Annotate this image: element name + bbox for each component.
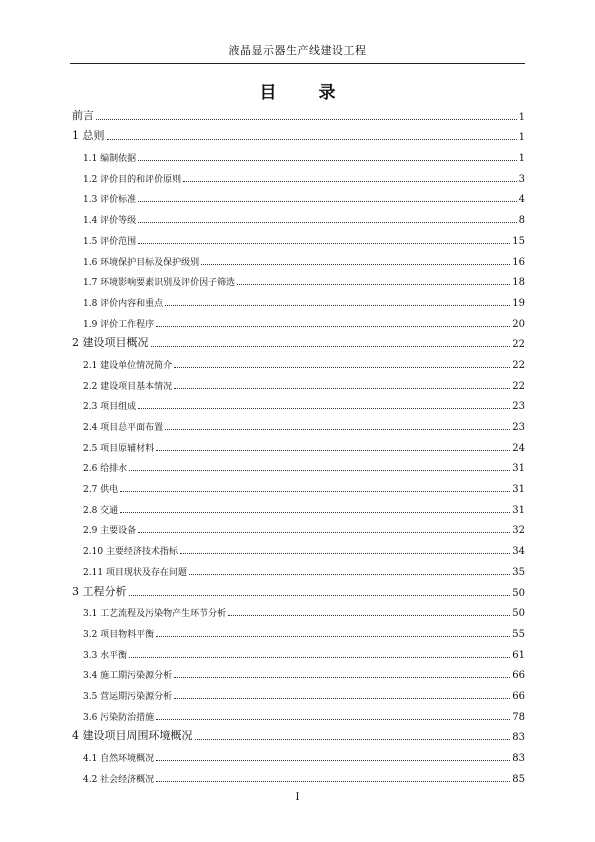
toc-entry-label: 2.8 交通 xyxy=(83,505,119,516)
dot-leader xyxy=(237,284,510,285)
toc-entry-label: 1.8 评价内容和重点 xyxy=(83,298,164,309)
toc-entry[interactable] xyxy=(72,392,525,413)
toc-entry-page: 1 xyxy=(518,132,525,144)
toc-entry[interactable] xyxy=(72,640,525,661)
toc-entry[interactable] xyxy=(72,102,525,123)
dot-leader xyxy=(138,532,510,533)
toc-entry-page: 1 xyxy=(518,153,525,165)
dot-leader xyxy=(174,388,510,389)
toc-entry[interactable] xyxy=(72,702,525,723)
toc-entry-page: 55 xyxy=(512,628,525,640)
toc-entry-page: 31 xyxy=(512,504,525,516)
page-number: I xyxy=(295,792,300,803)
toc-entry[interactable] xyxy=(72,764,525,785)
toc-entry[interactable] xyxy=(72,123,525,144)
toc-entry-page: 24 xyxy=(512,442,525,454)
toc-entry-page: 16 xyxy=(512,256,525,268)
dot-leader xyxy=(156,450,510,451)
toc-entry[interactable] xyxy=(72,661,525,682)
toc-entry[interactable] xyxy=(72,309,525,330)
dot-leader xyxy=(120,491,510,492)
toc-entry[interactable] xyxy=(72,681,525,702)
toc-entry[interactable] xyxy=(72,743,525,764)
dot-leader xyxy=(174,677,510,678)
toc-entry-page: 22 xyxy=(512,359,525,371)
toc-entry[interactable] xyxy=(72,599,525,620)
toc-entry-page: 66 xyxy=(512,690,525,702)
dot-leader xyxy=(183,181,516,182)
toc-entry-label: 3.1 工艺流程及污染物产生环节分析 xyxy=(83,609,227,620)
toc-entry-label: 2.2 建设项目基本情况 xyxy=(83,381,173,392)
toc-entry-label: 2.10 主要经济技术指标 xyxy=(83,547,178,558)
dot-leader xyxy=(138,201,516,202)
toc-entry[interactable] xyxy=(72,330,525,351)
toc-entry-page: 83 xyxy=(512,753,525,764)
dot-leader xyxy=(138,408,510,409)
dot-leader xyxy=(174,698,510,699)
toc-entry-label: 3.2 项目物料平衡 xyxy=(83,629,155,640)
toc-entry-label: 3.5 营运期污染源分析 xyxy=(83,691,173,702)
toc-entry[interactable] xyxy=(72,226,525,247)
toc-entry[interactable] xyxy=(72,247,525,268)
dot-leader xyxy=(107,139,517,140)
toc-entry[interactable] xyxy=(72,205,525,226)
toc-entry-page: 22 xyxy=(512,339,525,351)
dot-leader xyxy=(156,636,510,637)
toc-entry-label: 3.4 施工期污染源分析 xyxy=(83,671,173,682)
toc-entry-label: 1.4 评价等级 xyxy=(83,216,137,227)
dot-leader xyxy=(201,264,510,265)
toc-entry-label: 2.4 项目总平面布置 xyxy=(83,423,164,433)
toc-entry-label: 1 总则 xyxy=(72,129,105,143)
toc-entry-page: 34 xyxy=(512,546,525,558)
toc-entry-page: 18 xyxy=(512,277,525,289)
toc-entry[interactable] xyxy=(72,557,525,578)
toc-entry[interactable] xyxy=(72,371,525,392)
toc-entry-label: 前言 xyxy=(72,108,94,122)
dot-leader xyxy=(228,615,510,616)
toc-entry[interactable] xyxy=(72,143,525,164)
toc-entry[interactable] xyxy=(72,164,525,185)
dot-leader xyxy=(96,119,517,120)
toc-entry-label: 2.9 主要设备 xyxy=(83,526,137,537)
toc-entry[interactable] xyxy=(72,578,525,599)
toc-entry[interactable] xyxy=(72,350,525,371)
toc-entry-label: 2.7 供电 xyxy=(83,485,119,496)
dot-leader xyxy=(138,222,516,223)
toc-entry-page: 20 xyxy=(512,318,525,330)
dot-leader xyxy=(156,326,510,327)
dot-leader xyxy=(156,781,510,782)
toc-entry-page: 61 xyxy=(512,649,525,661)
dot-leader xyxy=(189,574,510,575)
dot-leader xyxy=(156,760,510,761)
dot-leader xyxy=(120,512,510,513)
toc-entry-label: 2.6 给排水 xyxy=(83,464,128,475)
dot-leader xyxy=(129,657,510,658)
toc-entry-page: 8 xyxy=(518,215,525,227)
header-divider xyxy=(70,63,525,64)
toc-entry-page: 50 xyxy=(512,608,525,620)
dot-leader xyxy=(165,305,510,306)
toc-entry-label: 4.1 自然环境概况 xyxy=(83,754,155,764)
toc-entry-page: 23 xyxy=(512,422,525,433)
toc-entry[interactable] xyxy=(72,185,525,206)
dot-leader xyxy=(156,719,510,720)
table-of-contents xyxy=(72,102,525,785)
toc-entry-page: 50 xyxy=(512,587,525,599)
dot-leader xyxy=(151,346,511,347)
toc-entry-page: 4 xyxy=(518,194,525,206)
toc-entry-label: 1.2 评价目的和评价原则 xyxy=(83,174,182,185)
toc-entry-label: 2 建设项目概况 xyxy=(72,336,149,350)
toc-entry[interactable] xyxy=(72,412,525,433)
toc-entry-page: 83 xyxy=(512,732,525,744)
toc-entry-label: 4 建设项目周围环境概况 xyxy=(72,729,193,743)
toc-entry-page: 32 xyxy=(512,525,525,537)
toc-entry[interactable] xyxy=(72,268,525,289)
toc-entry[interactable] xyxy=(72,474,525,495)
dot-leader xyxy=(138,243,510,244)
dot-leader xyxy=(129,595,511,596)
toc-entry-label: 1.1 编制依据 xyxy=(83,154,137,165)
toc-entry-label: 3 工程分析 xyxy=(72,584,127,598)
toc-entry-label: 1.3 评价标准 xyxy=(83,195,137,206)
dot-leader xyxy=(138,160,516,161)
dot-leader xyxy=(129,470,510,471)
toc-entry-label: 1.6 环境保护目标及保护级别 xyxy=(83,257,200,268)
toc-entry-page: 22 xyxy=(512,380,525,392)
toc-title: 目 录 xyxy=(259,83,354,103)
toc-entry-label: 3.3 水平衡 xyxy=(83,650,128,661)
toc-entry-label: 4.2 社会经济概况 xyxy=(83,774,155,785)
toc-entry[interactable] xyxy=(72,536,525,557)
dot-leader xyxy=(174,367,510,368)
dot-leader xyxy=(195,739,511,740)
toc-entry[interactable] xyxy=(72,516,525,537)
toc-entry-page: 78 xyxy=(512,711,525,723)
toc-entry-page: 31 xyxy=(512,463,525,475)
toc-entry-page: 3 xyxy=(518,173,525,185)
toc-entry-page: 1 xyxy=(518,111,525,123)
toc-entry-label: 1.9 评价工作程序 xyxy=(83,319,155,330)
toc-entry[interactable] xyxy=(72,288,525,309)
toc-entry-page: 85 xyxy=(512,773,525,785)
dot-leader xyxy=(165,429,510,430)
page-header: 液晶显示器生产线建设工程 xyxy=(228,44,367,57)
toc-entry-label: 2.5 项目原辅材料 xyxy=(83,443,155,454)
toc-entry-label: 2.1 建设单位情况简介 xyxy=(83,360,173,371)
toc-entry-page: 23 xyxy=(512,401,525,413)
toc-entry-label: 2.11 项目现状及存在问题 xyxy=(83,567,187,578)
toc-entry[interactable] xyxy=(72,454,525,475)
toc-entry[interactable] xyxy=(72,433,525,454)
dot-leader xyxy=(180,553,510,554)
toc-entry-page: 19 xyxy=(512,297,525,309)
toc-entry-page: 15 xyxy=(512,235,525,247)
toc-entry-page: 35 xyxy=(512,566,525,578)
toc-entry-label: 1.5 评价范围 xyxy=(83,236,137,247)
toc-entry[interactable] xyxy=(72,619,525,640)
toc-entry[interactable] xyxy=(72,495,525,516)
toc-entry-page: 31 xyxy=(512,484,525,496)
toc-entry[interactable] xyxy=(72,723,525,744)
toc-entry-label: 1.7 环境影响要素识别及评价因子筛选 xyxy=(83,278,236,289)
toc-entry-label: 2.3 项目组成 xyxy=(83,402,137,413)
toc-entry-page: 66 xyxy=(512,670,525,682)
toc-entry-label: 3.6 污染防治措施 xyxy=(83,712,155,723)
